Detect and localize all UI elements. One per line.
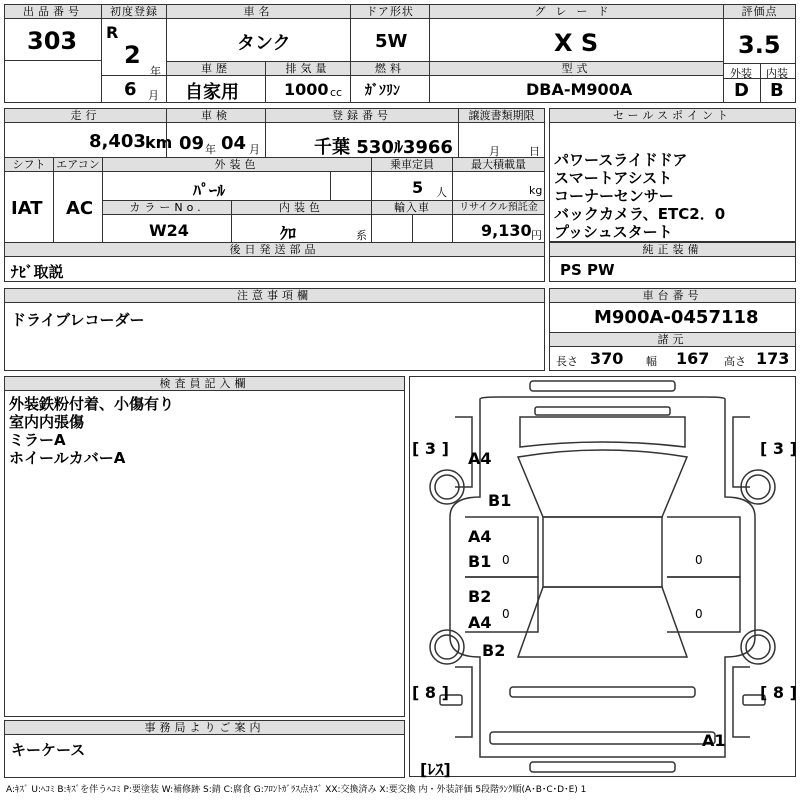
score-ext-value: D: [734, 80, 749, 101]
model-type-value: DBA-M900A: [526, 80, 633, 99]
recycle-unit: 円: [531, 229, 542, 242]
sales-point: コーナーセンサー: [554, 187, 674, 205]
equipment-value: PS PW: [560, 261, 615, 279]
sales-point: バックカメラ、ETC2．0: [554, 205, 726, 223]
fuel-cell: [350, 61, 430, 103]
int-color-unit: 系: [356, 229, 367, 242]
car-name-value: タンク: [237, 33, 291, 54]
recycle-value: 9,130: [481, 221, 532, 240]
notes-cell: [4, 288, 545, 371]
int-color-value: ｸﾛ: [280, 224, 297, 243]
door-zero-right-2: 0: [695, 607, 703, 621]
car-outline: [410, 377, 795, 776]
score-int-label: 内装: [766, 67, 788, 80]
inspection-year: 09: [179, 133, 205, 154]
transfer-day-unit: 日: [529, 145, 540, 158]
ext-color-cell: [102, 157, 372, 201]
sales-points-label: セールスポイント: [550, 109, 795, 123]
specs-width: 167: [676, 349, 710, 368]
first-reg-year: 2: [124, 41, 141, 69]
history-value: 自家用: [185, 82, 239, 103]
damage-mark: B1: [468, 552, 492, 571]
max-load-label: 最大積載量: [453, 158, 544, 172]
later-parts-value: ﾅﾋﾞ取説: [11, 263, 64, 281]
tire-rear-right: [ 8 ]: [760, 683, 797, 702]
door-cell: [350, 4, 430, 62]
chassis-label: 車台番号: [550, 289, 795, 303]
sales-points-list: [554, 151, 725, 241]
shift-cell: [4, 157, 54, 243]
lot-cell: [4, 4, 102, 103]
tire-rear-left: [ 8 ]: [412, 683, 449, 702]
reg-number-label: 登録番号: [266, 109, 458, 123]
inspector-list: [9, 395, 174, 467]
int-color-cell: [231, 200, 372, 243]
mileage-label: 走行: [5, 109, 166, 123]
damage-mark: A4: [468, 527, 492, 546]
displacement-label: 排気量: [266, 62, 350, 76]
specs-height: 173: [756, 349, 790, 368]
inspector-line: 室内内張傷: [9, 413, 85, 431]
specs-label: 諸元: [550, 332, 795, 347]
grade-value: X S: [554, 29, 599, 57]
model-type-label: 型式: [430, 62, 723, 76]
aircon-cell: [53, 157, 103, 243]
damage-mark: A4: [468, 613, 492, 632]
inspection-year-unit: 年: [205, 143, 216, 156]
inspection-cell: [166, 108, 266, 158]
lot-label: 出品番号: [5, 5, 101, 19]
capacity-unit: 人: [436, 186, 447, 199]
inspection-month-unit: 月: [249, 143, 260, 156]
inspection-month: 04: [221, 133, 247, 154]
inspector-line: 外装鉄粉付着、小傷有り: [9, 395, 175, 413]
tire-front-right: [ 3 ]: [760, 439, 797, 458]
history-cell: [166, 61, 266, 103]
inspector-label: 検査員記入欄: [5, 377, 404, 391]
chassis-cell: [549, 288, 796, 371]
door-zero-left-2: 0: [502, 607, 510, 621]
first-reg-label: 初度登録: [102, 5, 166, 19]
office-label: 事務局よりご案内: [5, 721, 404, 735]
grade-cell: [429, 4, 724, 62]
sales-point: パワースライドドア: [554, 151, 688, 169]
transfer-month-unit: 月: [489, 145, 500, 158]
inspector-line: ミラーA: [9, 431, 66, 449]
shift-value: IAT: [11, 198, 43, 219]
office-cell: [4, 720, 405, 778]
grade-label: グレード: [430, 5, 723, 19]
reg-number-cell: [265, 108, 459, 158]
later-parts-cell: [4, 242, 545, 282]
transfer-deadline-label: 譲渡書類期限: [459, 109, 544, 123]
color-no-value: W24: [149, 221, 189, 240]
damage-mark: B1: [488, 491, 512, 510]
sales-points-cell: [549, 108, 796, 242]
int-color-label: 内装色: [232, 201, 371, 215]
office-value: キーケース: [11, 741, 86, 759]
max-load-cell: [452, 157, 545, 201]
capacity-label: 乗車定員: [372, 158, 452, 172]
import-cell: [371, 200, 453, 243]
inspection-label: 車検: [167, 109, 265, 123]
first-reg-month-unit: 月: [148, 89, 159, 102]
import-label: 輸入車: [372, 201, 452, 215]
specs-width-label: 幅: [646, 355, 657, 368]
damage-mark: A4: [468, 449, 492, 468]
inspector-cell: [4, 376, 405, 717]
later-parts-label: 後日発送部品: [5, 243, 544, 257]
shift-label: シフト: [5, 158, 53, 172]
first-reg-cell: [101, 4, 167, 103]
notes-label: 注意事項欄: [5, 289, 544, 303]
first-reg-month: 6: [124, 79, 137, 100]
color-no-cell: [102, 200, 232, 243]
max-load-unit: kg: [529, 184, 543, 197]
score-cell: [723, 4, 796, 103]
sales-point: プッシュスタート: [554, 223, 673, 241]
mileage-value: 8,403: [89, 131, 146, 152]
fuel-value: ｶﾞｿﾘﾝ: [365, 83, 400, 99]
recycle-cell: [452, 200, 545, 243]
color-no-label: カラーNo.: [103, 201, 231, 215]
capacity-cell: [371, 157, 453, 201]
car-diagram: [409, 376, 796, 777]
first-reg-era: R: [106, 23, 119, 42]
first-reg-year-unit: 年: [150, 65, 161, 78]
damage-mark: A1: [702, 731, 726, 750]
displacement-cell: [265, 61, 351, 103]
mileage-unit: km: [145, 133, 173, 152]
aircon-value: AC: [66, 198, 94, 219]
damage-mark: B2: [482, 641, 506, 660]
chassis-value: M900A-0457118: [594, 307, 759, 328]
car-name-cell: [166, 4, 351, 62]
capacity-value: 5: [412, 178, 424, 197]
door-zero-left: 0: [502, 553, 510, 567]
inspector-line: ホイールカバーA: [9, 449, 126, 467]
door-label: ドア形状: [351, 5, 429, 19]
door-zero-right: 0: [695, 553, 703, 567]
damage-mark: B2: [468, 587, 492, 606]
displacement-unit: cc: [330, 86, 343, 99]
mileage-cell: [4, 108, 173, 158]
equipment-label: 純正装備: [550, 243, 795, 257]
model-type-cell: [429, 61, 724, 103]
car-name-label: 車名: [167, 5, 350, 19]
recycle-label: リサイクル預託金: [453, 201, 544, 215]
specs-height-label: 高さ: [724, 355, 746, 368]
history-label: 車歴: [167, 62, 265, 76]
ext-color-label: 外装色: [103, 158, 371, 172]
equipment-cell: [549, 242, 796, 282]
tire-front-left: [ 3 ]: [412, 439, 449, 458]
sales-point: スマートアシスト: [554, 169, 673, 187]
transfer-deadline-cell: [458, 108, 545, 158]
specs-length-label: 長さ: [556, 355, 578, 368]
spare-tire: [ﾚｽ]: [420, 760, 451, 779]
aircon-label: エアコン: [54, 158, 102, 172]
notes-value: ドライブレコーダー: [11, 311, 145, 329]
door-value: 5W: [375, 31, 408, 52]
score-int-value: B: [770, 80, 784, 101]
score-value: 3.5: [738, 31, 781, 59]
displacement-value: 1000: [284, 80, 329, 99]
lot-number: 303: [27, 27, 78, 55]
fuel-label: 燃料: [351, 62, 429, 76]
score-label: 評価点: [724, 5, 795, 19]
specs-length: 370: [590, 349, 624, 368]
reg-number-value: 千葉 530ﾙ3966: [314, 137, 453, 158]
ext-color-value: ﾊﾟｰﾙ: [193, 181, 226, 200]
score-ext-label: 外装: [730, 67, 752, 80]
legend: A:ｷｽﾞ U:ﾍｺﾐ B:ｷｽﾞを伴うﾍｺﾐ P:要塗装 W:補修跡 S:錆 C:腐食 G:ﾌﾛﾝﾄｶﾞﾗｽ点ｷｽﾞ XX:交換済み X:要交換 内・外装評価 5段階ﾗﾝｸ順(A･B･C･D･E) 1: [6, 785, 587, 795]
